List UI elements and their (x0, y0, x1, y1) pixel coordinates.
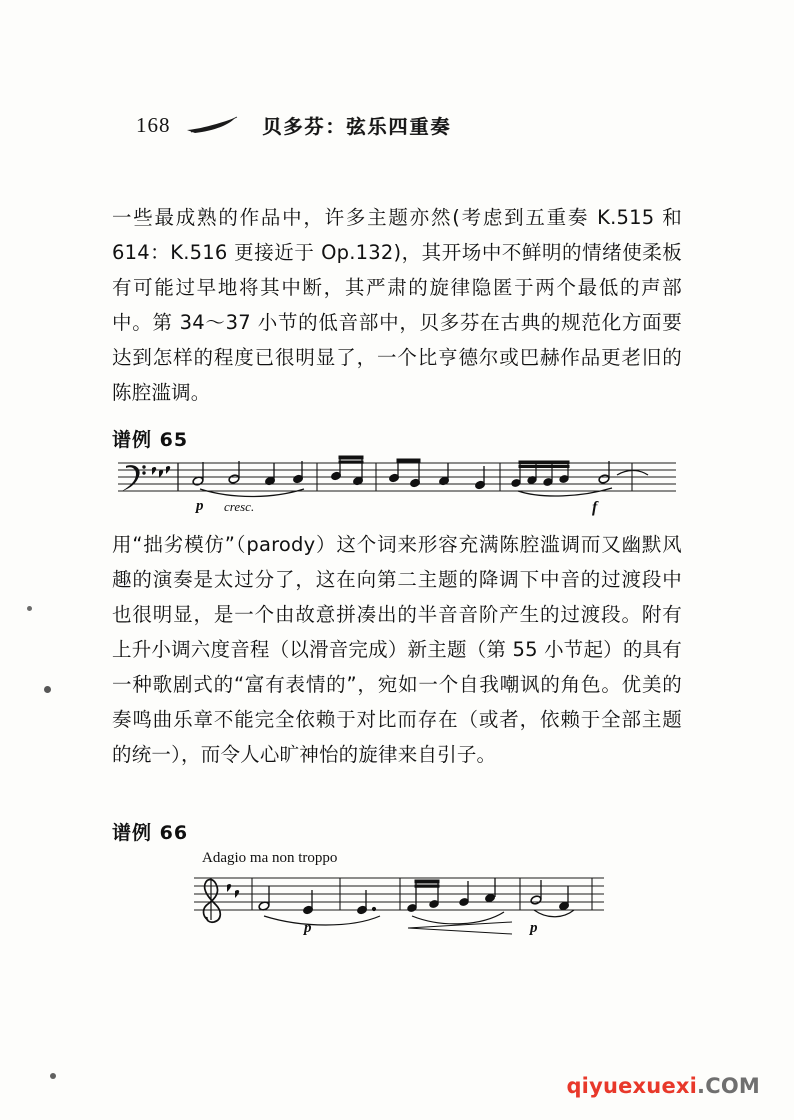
dynamic-cresc: cresc. (224, 499, 255, 514)
dynamic-p-1: p (304, 920, 312, 936)
page-number: 168 (136, 112, 171, 137)
paragraph-1: 一些最成熟的作品中，许多主题亦然(考虑到五重奏 K.515 和 614：K.516 更接近于 Op.132)，其开场中不鲜明的情绪使柔板有可能过早地将其中断，其严肃的旋律隐匿于两个最低的声部中。第 34～37 小节的低音部中，贝多芬在古典的规范化方面要达到怎样的程度已很明显了，一个比亨德尔或巴赫作品更老旧的陈腔滥调。 (112, 206, 682, 404)
watermark-domain: .COM (697, 1074, 760, 1098)
music-example-65 (112, 455, 682, 523)
treble-clef-icon (204, 878, 221, 922)
site-watermark (566, 1074, 760, 1098)
dynamic-p: p (196, 498, 204, 514)
bass-clef-icon (122, 465, 146, 491)
example-65-caption: 谱例 65 (112, 429, 189, 451)
dynamic-f: f (592, 499, 598, 516)
example-66-caption: 谱例 66 (112, 822, 189, 844)
leaf-ornament-icon (185, 116, 249, 134)
scan-artifact (27, 606, 32, 611)
scan-artifact (44, 686, 51, 693)
tempo-marking: Adagio ma non troppo (202, 850, 338, 866)
watermark-brand: qiyuexuexi (566, 1074, 698, 1098)
page-header (136, 108, 666, 142)
running-head: 贝多芬：弦乐四重奏 (262, 115, 452, 138)
scan-artifact (50, 1073, 56, 1079)
paragraph-2: 用“拙劣模仿”（parody）这个词来形容充满陈腔滥调而又幽默风趣的演奏是太过分了，这在向第二主题的降调下中音的过渡段中也很明显，是一个由故意拼凑出的半音音阶产生的过渡段。附有上升小调六度音程（以滑音完成）新主题（第 55 小节起）的具有一种歌剧式的“富有表情的”，宛如一个自我嘲讽的角色。优美的奏鸣曲乐章不能完全依赖于对比而存在（或者，依赖于全部主题的统一），而令人心旷神怡的旋律来自引子。 (112, 533, 682, 766)
dynamic-p-2: p (530, 920, 538, 936)
music-example-66 (112, 848, 682, 948)
